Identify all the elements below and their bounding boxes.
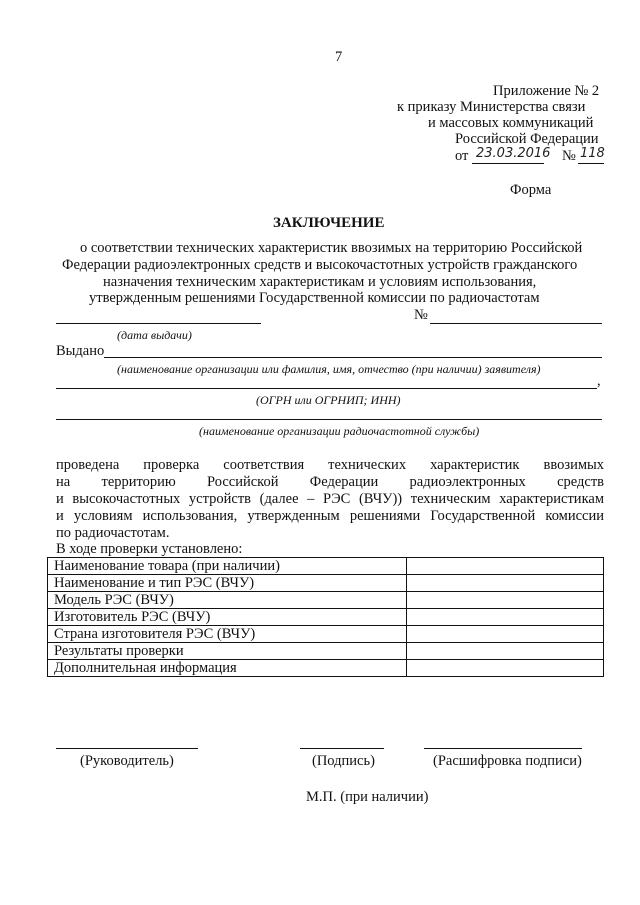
appendix-line-1: Приложение № 2 [493,83,600,99]
form-label: Форма [510,182,552,198]
results-table [47,557,604,677]
table-row [48,626,604,643]
issue-date-caption: (дата выдачи) [117,328,192,342]
appendix-line-2: к приказу Министерства связи [397,99,586,115]
body-line-1: проведена проверка соответствия технических характеристик ввозимых [56,457,604,473]
service-field[interactable] [56,419,602,420]
decoding-caption: (Расшифровка подписи) [433,753,582,769]
document-number-field[interactable] [430,323,602,324]
appendix-line-4: Российской Федерации [455,131,599,147]
appendix-date-prefix: от [455,148,469,164]
row-label: Наименование и тип РЭС (ВЧУ) [48,575,407,592]
row-value-field[interactable] [407,643,604,660]
ogrn-field[interactable] [56,388,597,389]
stamp-place: М.П. (при наличии) [306,789,429,805]
row-label: Модель РЭС (ВЧУ) [48,592,407,609]
body-line-3: и высокочастотных устройств (далее – РЭС (ВЧУ)) техническим характеристикам [56,491,604,507]
row-value-field[interactable] [407,575,604,592]
applicant-field[interactable] [104,357,602,358]
service-caption: (наименование организации радиочастотной службы) [199,424,480,438]
appendix-number-line [578,163,604,164]
signature-decoding-line[interactable] [424,748,582,749]
appendix-number-handwritten: 118 [580,146,605,161]
table-row [48,660,604,677]
appendix-date-line [472,163,544,164]
table-row [48,643,604,660]
row-label: Страна изготовителя РЭС (ВЧУ) [48,626,407,643]
page-number: 7 [335,49,343,65]
head-signature-line[interactable] [56,748,198,749]
subtitle-line-2: Федерации радиоэлектронных средств и высокочастотных устройств гражданского [62,257,578,273]
row-value-field[interactable] [407,660,604,677]
row-label: Дополнительная информация [48,660,407,677]
row-value-field[interactable] [407,592,604,609]
row-label: Наименование товара (при наличии) [48,558,407,575]
table-row [48,609,604,626]
appendix-number-prefix: № [562,148,576,164]
row-value-field[interactable] [407,626,604,643]
head-caption: (Руководитель) [80,753,174,769]
row-label: Результаты проверки [48,643,407,660]
issued-label: Выдано [56,343,105,359]
signature-line[interactable] [300,748,384,749]
table-row [48,592,604,609]
number-sign: № [414,307,428,323]
row-label: Изготовитель РЭС (ВЧУ) [48,609,407,626]
appendix-line-3: и массовых коммуникаций [428,115,594,131]
check-intro: В ходе проверки установлено: [56,541,243,557]
appendix-date-handwritten: 23.03.2016 [476,146,551,161]
applicant-caption: (наименование организации или фамилия, имя, отчество (при наличии) заявителя) [117,362,541,376]
row-value-field[interactable] [407,609,604,626]
body-line-2: на территорию Российской Федерации радиоэлектронных средств [56,474,604,490]
document-title: ЗАКЛЮЧЕНИЕ [273,215,385,231]
table-row [48,558,604,575]
table-row [48,575,604,592]
row-value-field[interactable] [407,558,604,575]
ogrn-comma: , [597,373,601,389]
subtitle-line-1: о соответствии технических характеристик ввозимых на территорию Российской [80,240,583,256]
body-line-4: и условиям использования, утвержденным решениями Государственной комиссии [56,508,604,524]
subtitle-line-3: назначения техническим характеристикам и условиям использования, [103,274,537,290]
ogrn-caption: (ОГРН или ОГРНИП; ИНН) [256,393,401,407]
subtitle-line-4: утвержденным решениями Государственной комиссии по радиочастотам [89,290,540,306]
body-line-5: по радиочастотам. [56,525,170,541]
issue-date-field[interactable] [56,323,261,324]
signature-caption: (Подпись) [312,753,375,769]
